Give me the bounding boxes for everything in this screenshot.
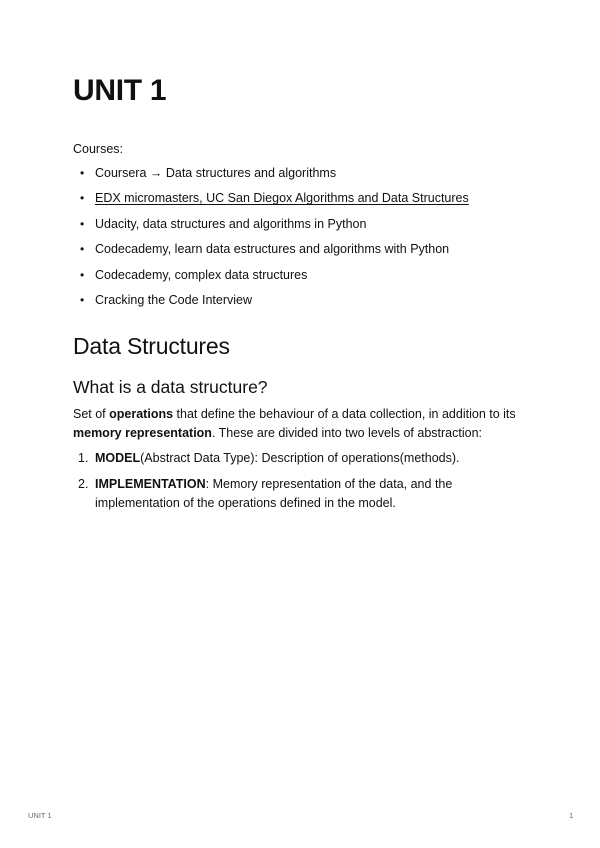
footer-title: UNIT 1 xyxy=(28,811,52,820)
courses-list xyxy=(73,165,469,317)
course-edx-link[interactable]: EDX micromasters, UC San Diegox Algorithms and Data Structures xyxy=(95,191,469,206)
list-item xyxy=(78,475,535,513)
section-heading: Data Structures xyxy=(73,333,230,359)
list-number: 2. xyxy=(78,477,89,491)
page-title: UNIT 1 xyxy=(73,74,167,107)
subsection-heading: What is a data structure? xyxy=(73,377,268,397)
level-desc-model: (Abstract Data Type): Description of operations(methods). xyxy=(140,451,460,465)
list-item xyxy=(95,190,469,215)
intro-bold-operations: operations xyxy=(109,407,174,421)
course-cracking: Cracking the Code Interview xyxy=(95,292,253,307)
intro-bold-memory: memory representation xyxy=(73,426,212,440)
level-term-model: MODEL xyxy=(95,451,141,465)
course-coursera: Coursera → Data structures and algorithms xyxy=(95,166,337,180)
intro-text-3: . These are divided into two levels of abstraction: xyxy=(211,426,482,440)
abstraction-levels-list xyxy=(73,449,535,520)
list-item xyxy=(95,267,469,292)
intro-text-2: that define the behaviour of a data collection, in addition to its xyxy=(173,407,516,421)
intro-text-1: Set of xyxy=(73,407,110,421)
level-desc-implementation: : Memory representation of the data, and the implementation of the operations defined in the model. xyxy=(95,477,453,510)
level-term-implementation: IMPLEMENTATION xyxy=(95,477,206,491)
list-item xyxy=(95,165,469,190)
footer-page-number: 1 xyxy=(569,811,574,820)
list-item xyxy=(95,216,469,241)
intro-paragraph xyxy=(73,405,533,443)
course-udacity: Udacity, data structures and algorithms in Python xyxy=(95,216,367,231)
course-codecademy-complex: Codecademy, complex data structures xyxy=(95,267,308,282)
courses-label: Courses: xyxy=(73,142,124,156)
list-number: 1. xyxy=(78,451,89,465)
course-codecademy-learn: Codecademy, learn data estructures and algorithms with Python xyxy=(95,242,450,257)
list-item xyxy=(95,292,469,317)
list-item xyxy=(78,449,535,468)
list-item xyxy=(95,241,469,266)
